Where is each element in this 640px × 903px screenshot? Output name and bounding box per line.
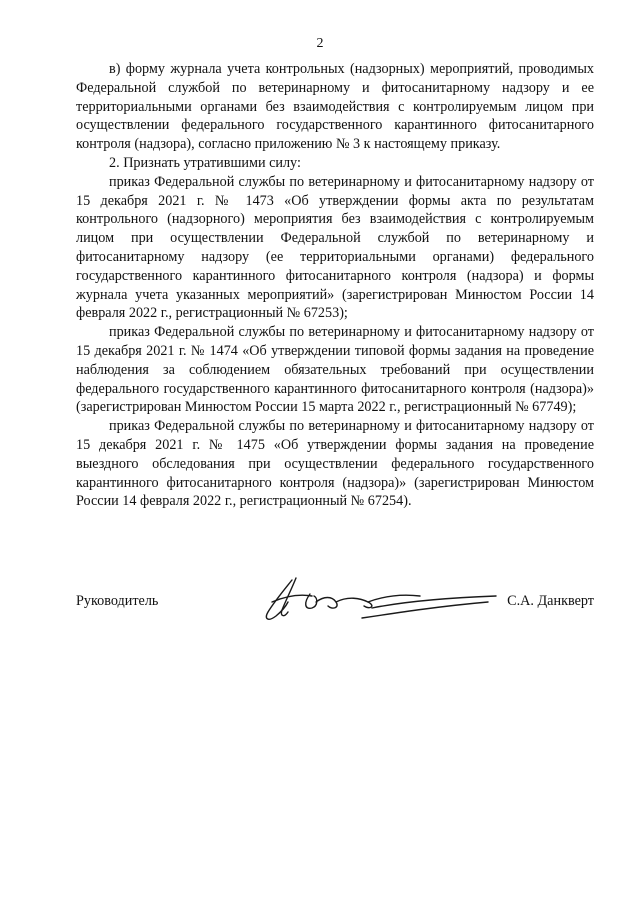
paragraph-form-journal: в) форму журнала учета контрольных (надзорных) мероприятий, проводимых Федеральной службой по ветеринарному и фитосанитарному надзору и ее территориальными органами без взаимодействия с контролируемым лицом при осуществлении федерального государственного карантинного фитосанитарного контроля (надзора), согласно приложению № 3 к настоящему приказу. [76, 61, 594, 153]
handwritten-signature [252, 572, 500, 630]
document-body [76, 60, 594, 511]
signatory-name: С.А. Данкверт [507, 593, 594, 609]
paragraph-order-1473: приказ Федеральной службы по ветеринарному и фитосанитарному надзору от 15 декабря 2021 г. № 1473 «Об утверждении формы акта по результатам контрольного (надзорного) мероприятия без взаимодействия с контролируемым лицом при осуществлении Федеральной службой по ветеринарному и фитосанитарному надзору (ее территориальными органами) федерального государственного карантинного фитосанитарного контроля (надзора) и формы журнала учета указанных мероприятий» (зарегистрирован Минюстом России 14 февраля 2022 г., регистрационный № 67253); [76, 173, 594, 322]
paragraph-order-1475: приказ Федеральной службы по ветеринарному и фитосанитарному надзору от 15 декабря 2021 г. № 1475 «Об утверждении формы задания на проведение выездного обследования при осуществлении федерального государственного карантинного фитосанитарного контроля (надзора)» (зарегистрирован Минюстом России 14 февраля 2022 г., регистрационный № 67254). [76, 418, 594, 510]
signatory-title: Руководитель [76, 593, 159, 609]
page-number: 2 [316, 36, 324, 51]
paragraph-order-1474: приказ Федеральной службы по ветеринарному и фитосанитарному надзору от 15 декабря 2021 г. № 1474 «Об утверждении типовой формы задания на проведение наблюдения за соблюдением обязательных требований при осуществлении федерального государственного карантинного фитосанитарного контроля (надзора)» (зарегистрирован Минюстом России 15 марта 2022 г., регистрационный № 67749); [76, 324, 594, 416]
signature-block [76, 586, 594, 626]
paragraph-repeal-heading: 2. Признать утратившими силу: [109, 154, 301, 171]
